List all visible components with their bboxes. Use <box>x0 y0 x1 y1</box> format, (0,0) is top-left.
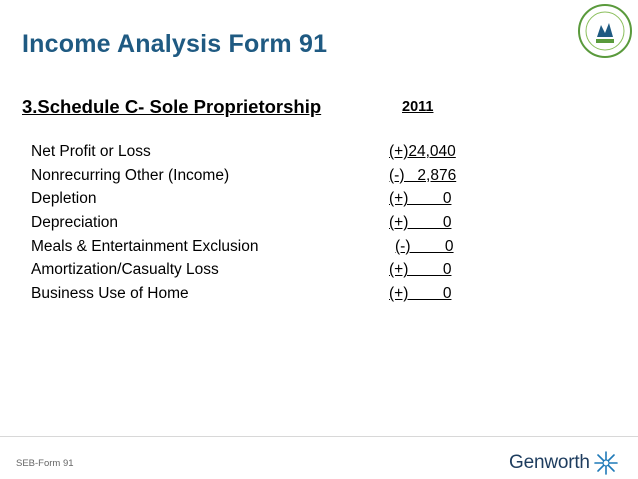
footer-code: SEB-Form 91 <box>16 458 74 469</box>
row-label: Depletion <box>31 190 97 208</box>
table-row <box>31 143 491 167</box>
table-row <box>31 261 491 285</box>
year-header: 2011 <box>402 99 434 115</box>
row-label: Net Profit or Loss <box>31 143 151 160</box>
row-label: Business Use of Home <box>31 285 189 303</box>
row-label: Meals & Entertainment Exclusion <box>31 237 259 255</box>
table-row <box>31 238 491 262</box>
row-value: (-) 2,876 <box>389 166 457 184</box>
nafcu-partner-badge-icon <box>577 3 633 59</box>
row-value: (-) 0 <box>395 237 454 255</box>
table-row <box>31 285 491 309</box>
footer-divider <box>0 436 638 437</box>
brand-name: Genworth <box>509 452 590 473</box>
row-label: Depreciation <box>31 214 119 232</box>
table-row <box>31 214 491 238</box>
genworth-logo <box>509 450 619 476</box>
page-title: Income Analysis Form 91 <box>22 30 328 58</box>
table-row <box>31 167 491 191</box>
genworth-snowflake-icon <box>593 450 619 476</box>
row-value: (+) 0 <box>389 285 452 303</box>
section-heading: 3.Schedule C- Sole Proprietorship <box>22 96 322 117</box>
table-row <box>31 190 491 214</box>
row-label: Amortization/Casualty Loss <box>31 261 219 279</box>
row-label: Nonrecurring Other (Income) <box>31 166 230 184</box>
row-value: (+) 0 <box>389 214 452 232</box>
row-value: (+) 0 <box>389 190 452 208</box>
income-table <box>31 143 491 309</box>
row-value: (+)24,040 <box>389 143 456 160</box>
row-value: (+) 0 <box>389 261 452 279</box>
